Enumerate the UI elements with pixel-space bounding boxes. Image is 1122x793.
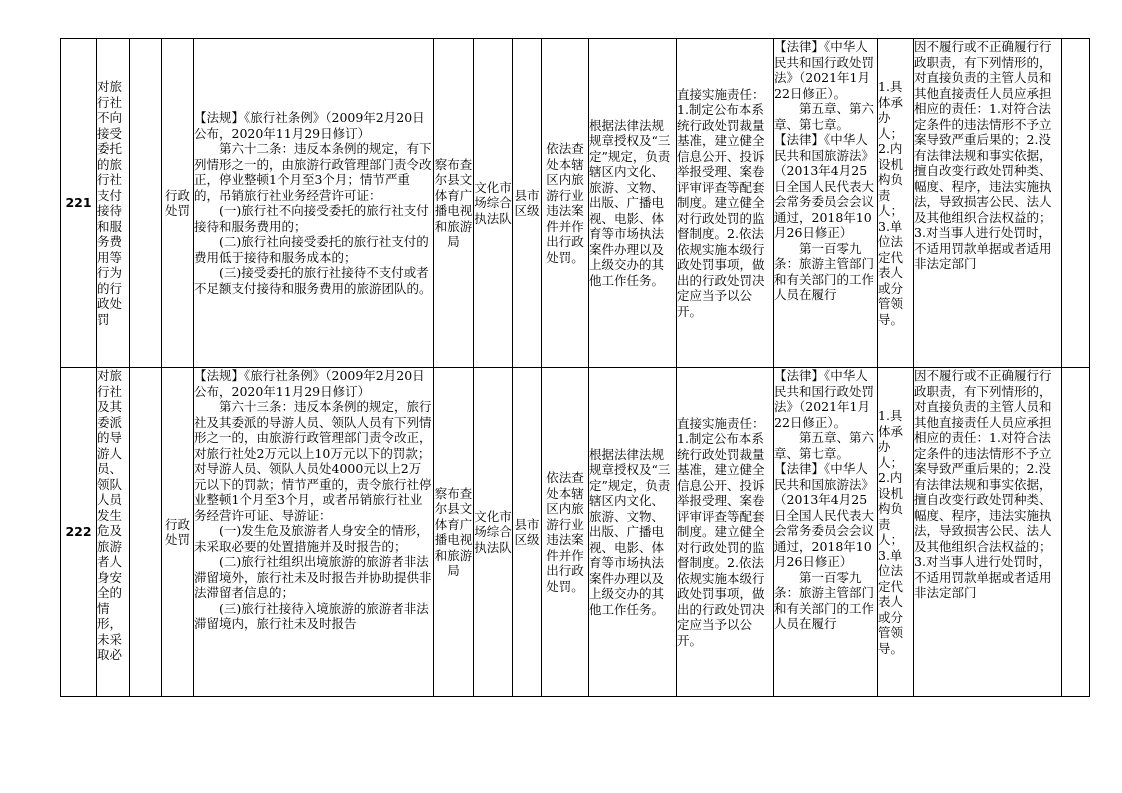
implementing-agency: 察布查尔县文体育广播电视和旅游局: [434, 39, 474, 368]
row-number: 222: [61, 368, 97, 697]
basis-line: (二)旅行社组织出境旅游的旅游者非法滞留境外，旅行社未及时报告并协助提供非法滞留者信息的；: [194, 554, 432, 600]
accountability-law: [774, 368, 878, 697]
law-line: 【法律】《中华人民共和国行政处罚法》（2021年1月22日修正）。: [774, 39, 875, 101]
implementation-responsibility: 直接实施责任：1.制定公布本系统行政处罚裁量基准，建立健全信息公开、投诉举报受理、案卷评审评查等配套制度。建立健全对行政处罚的监督制度。2.依法依规实施本级行政处罚事项，做出的行政处罚决定应当予以公开。: [677, 368, 774, 697]
implementing-agency: 察布查尔县文体育广播电视和旅游局: [434, 368, 474, 697]
division-of-duties: 根据法律法规规章授权及“三定”规定，负责辖区内文化、旅游、文物、出版、广播电视、电影、体育等市场执法案件办理以及上级交办的其他工作任务。: [589, 368, 677, 697]
administrative-level: 县市区级: [513, 39, 542, 368]
row-number: 221: [61, 39, 97, 368]
administrative-level: 县市区级: [513, 368, 542, 697]
enforcement-scope: 依法查处本辖区内旅游行业违法案件并作出行政处罚。: [542, 39, 589, 368]
blank-cell: [1062, 368, 1090, 697]
legal-basis: [194, 368, 434, 697]
law-line: 【法律】《中华人民共和国行政处罚法》（2021年1月22日修正）。: [774, 368, 875, 430]
division-of-duties: 根据法律法规规章授权及“三定”规定，负责辖区内文化、旅游、文物、出版、广播电视、电影、体育等市场执法案件办理以及上级交办的其他工作任务。: [589, 39, 677, 368]
legal-basis: [194, 39, 434, 368]
power-list-table: [60, 38, 1090, 697]
responsible-subject: 1.具体承办人；2.内设机构负责人；3.单位法定代表人或分管领导。: [878, 368, 914, 697]
implementation-responsibility: 直接实施责任：1.制定公布本系统行政处罚裁量基准，建立健全信息公开、投诉举报受理、案卷评审评查等配套制度。建立健全对行政处罚的监督制度。2.依法依规实施本级行政处罚事项，做出的行政处罚决定应当予以公开。: [677, 39, 774, 368]
law-line: 【法律】《中华人民共和国旅游法》（2013年4月25日全国人民代表大会常务委员会会议通过，2018年10月26日修正）: [774, 132, 875, 240]
item-name: 对旅行社不向接受委托的旅行社支付接待和服务费用等行为的行政处罚: [97, 39, 130, 368]
executing-unit: 文化市场综合执法队: [474, 368, 513, 697]
item-name: 对旅行社及其委派的导游人员、领队人员发生危及旅游者人身安全的情形，未采取必: [97, 368, 130, 697]
law-line: 第五章、第六章、第七章。: [774, 430, 875, 461]
basis-line: (一)旅行社不向接受委托的旅行社支付接待和服务费用的；: [194, 203, 429, 234]
liability-circumstances: 因不履行或不正确履行行政职责，有下列情形的，对直接负责的主管人员和其他直接责任人员应承担相应的责任：1.对符合法定条件的违法情形不予立案导致严重后果的；2.没有法律法规和事实依据，擅自改变行政处罚种类、幅度、程序，违法实施执法，导致损害公民、法人及其他组织合法权益的；3.对当事人进行处罚时，不适用罚款单据或者适用非法定部门: [914, 39, 1062, 368]
item-category: 行政处罚: [162, 368, 194, 697]
law-line: 第一百零九条：旅游主管部门和有关部门的工作人员在履行: [774, 569, 875, 631]
item-category: 行政处罚: [162, 39, 194, 368]
blank-cell: [1062, 39, 1090, 368]
enforcement-scope: 依法查处本辖区内旅游行业违法案件并作出行政处罚。: [542, 368, 589, 697]
basis-line: 【法规】《旅行社条例》（2009年2月20日公布，2020年11月29日修订）: [194, 368, 425, 399]
table-row: [61, 368, 1090, 697]
accountability-law: [774, 39, 878, 368]
basis-line: (三)旅行社接待入境旅游的旅游者非法滞留境内，旅行社未及时报告: [194, 600, 429, 631]
basis-line: (三)接受委托的旅行社接待不支付或者不足额支付接待和服务费用的旅游团队的。: [194, 265, 432, 296]
basis-line: (一)发生危及旅游者人身安全的情形，未采取必要的处置措施并及时报告的；: [194, 523, 429, 554]
law-line: 第一百零九条：旅游主管部门和有关部门的工作人员在履行: [774, 240, 875, 302]
law-line: 【法律】《中华人民共和国旅游法》（2013年4月25日全国人民代表大会常务委员会会议通过，2018年10月26日修正）: [774, 461, 875, 569]
liability-circumstances: 因不履行或不正确履行行政职责，有下列情形的，对直接负责的主管人员和其他直接责任人员应承担相应的责任：1.对符合法定条件的违法情形不予立案导致严重后果的；2.没有法律法规和事实依据，擅自改变行政处罚种类、幅度、程序，违法实施执法，导致损害公民、法人及其他组织合法权益的；3.对当事人进行处罚时，不适用罚款单据或者适用非法定部门: [914, 368, 1062, 697]
law-line: 第五章、第六章、第七章。: [774, 101, 875, 132]
blank-cell: [130, 368, 162, 697]
blank-cell: [130, 39, 162, 368]
executing-unit: 文化市场综合执法队: [474, 39, 513, 368]
basis-line: 第六十二条：违反本条例的规定，有下列情形之一的，由旅游行政管理部门责令改正，停业整顿1个月至3个月；情节严重的，吊销旅行社业务经营许可证：: [194, 141, 432, 203]
table-row: [61, 39, 1090, 368]
basis-line: 第六十三条：违反本条例的规定，旅行社及其委派的导游人员、领队人员有下列情形之一的，由旅游行政管理部门责令改正，对旅行社处2万元以上10万元以下的罚款；对导游人员、领队人员处4000元以上2万元以下的罚款；情节严重的，责令旅行社停业整顿1个月至3个月，或者吊销旅行社业务经营许可证、导游证：: [194, 399, 432, 523]
basis-line: (二)旅行社向接受委托的旅行社支付的费用低于接待和服务成本的；: [194, 234, 429, 265]
basis-line: 【法规】《旅行社条例》（2009年2月20日公布，2020年11月29日修订）: [194, 110, 425, 141]
responsible-subject: 1.具体承办人；2.内设机构负责人；3.单位法定代表人或分管领导。: [878, 39, 914, 368]
